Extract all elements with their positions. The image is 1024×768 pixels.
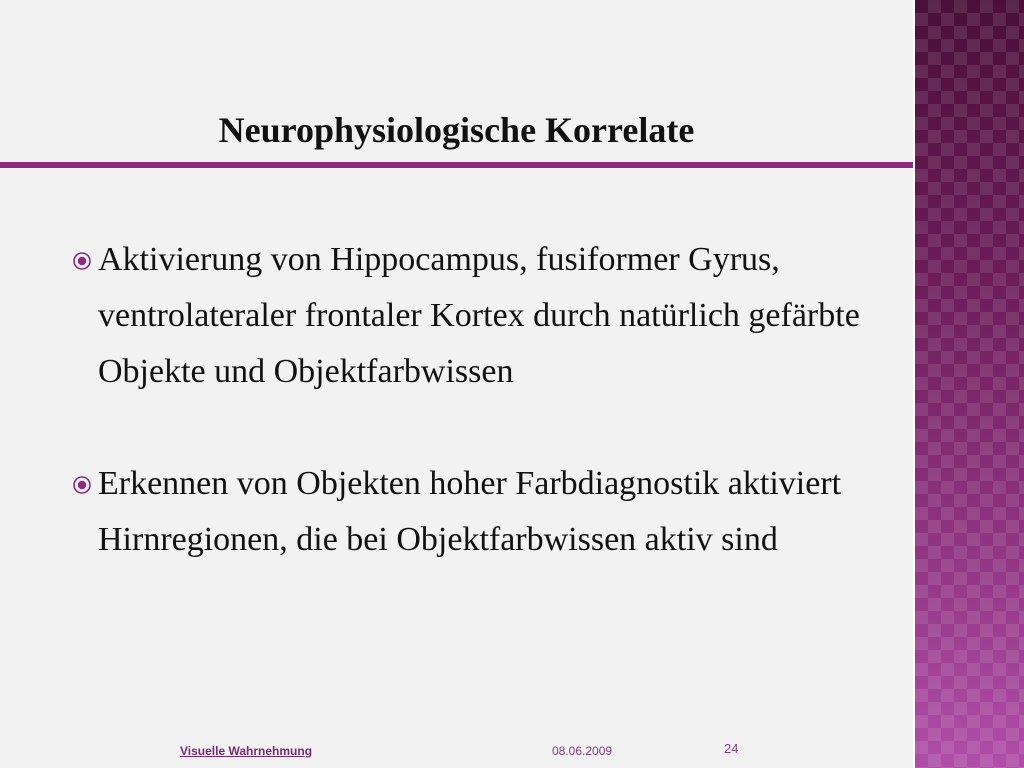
circled-dot-icon [72, 251, 92, 271]
bullet-item [66, 456, 896, 568]
bullet-text: Aktivierung von Hippocampus, fusiformer Gyrus, ventrolateraler frontaler Kortex durch natürlich gefärbte Objekte und Objektfarbwissen [98, 241, 860, 390]
footer-date: 08.06.2009 [552, 744, 613, 758]
footer-title[interactable]: Visuelle Wahrnehmung [180, 744, 313, 758]
bullet-text: Erkennen von Objekten hoher Farbdiagnostik aktiviert Hirnregionen, die bei Objektfarbwissen aktiv sind [98, 465, 842, 558]
bullet-list [66, 232, 896, 568]
bullet-item [66, 232, 896, 400]
page-number: 24 [724, 741, 739, 756]
title-divider [0, 162, 913, 168]
decorative-side-panel [913, 0, 1024, 768]
circled-dot-icon [72, 475, 92, 495]
slide-title: Neurophysiologische Korrelate [218, 110, 695, 150]
